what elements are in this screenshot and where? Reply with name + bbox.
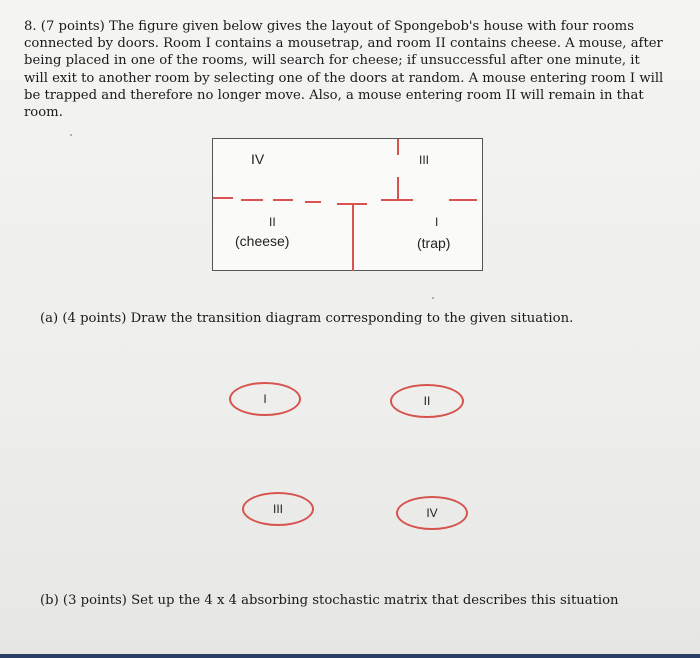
wall-mid-vertical-upper xyxy=(397,177,399,199)
room-ii-note: (cheese) xyxy=(235,233,290,249)
part-b-prompt: (b) (3 points) Set up the 4 x 4 absorbing stochastic matrix that describes this situation xyxy=(40,593,619,608)
state-iv-node: IV xyxy=(396,496,468,530)
speck xyxy=(70,134,72,136)
problem-number: 8. xyxy=(24,19,37,34)
bottom-edge xyxy=(0,654,700,658)
wall-lower-vertical xyxy=(352,203,354,271)
state-iii-node: III xyxy=(242,492,314,526)
problem-statement xyxy=(24,18,664,121)
speck xyxy=(432,297,434,299)
room-iv-label: IV xyxy=(251,151,265,167)
wall-left-3 xyxy=(273,199,293,201)
room-iii-label: III xyxy=(419,153,430,167)
wall-upper-t-base xyxy=(381,199,413,201)
state-i-node: I xyxy=(229,382,301,416)
house-layout-figure xyxy=(212,138,483,271)
wall-left-4 xyxy=(305,201,321,203)
room-i-note: (trap) xyxy=(417,235,451,251)
wall-left-2 xyxy=(241,199,263,201)
state-ii-node: II xyxy=(390,384,464,418)
wall-left-1 xyxy=(213,197,233,199)
room-i-label: I xyxy=(435,215,439,229)
room-ii-label: II xyxy=(269,215,276,229)
wall-top-segment xyxy=(397,139,399,155)
wall-right-1 xyxy=(449,199,477,201)
problem-intro: (7 points) The figure given below gives the layout of Spongebob's house with four rooms connected by doors. Room I contains a mousetrap, and room II contains cheese. A mouse, after being placed in one of the rooms, will search for cheese; if unsuccessful after one minute, it will exit to another room by selecting one of the doors at random. A mouse entering room I will be trapped and therefore no longer move. Also, a mouse entering room II will remain in that room. xyxy=(24,19,664,121)
part-a-prompt: (a) (4 points) Draw the transition diagram corresponding to the given situation. xyxy=(40,311,574,326)
